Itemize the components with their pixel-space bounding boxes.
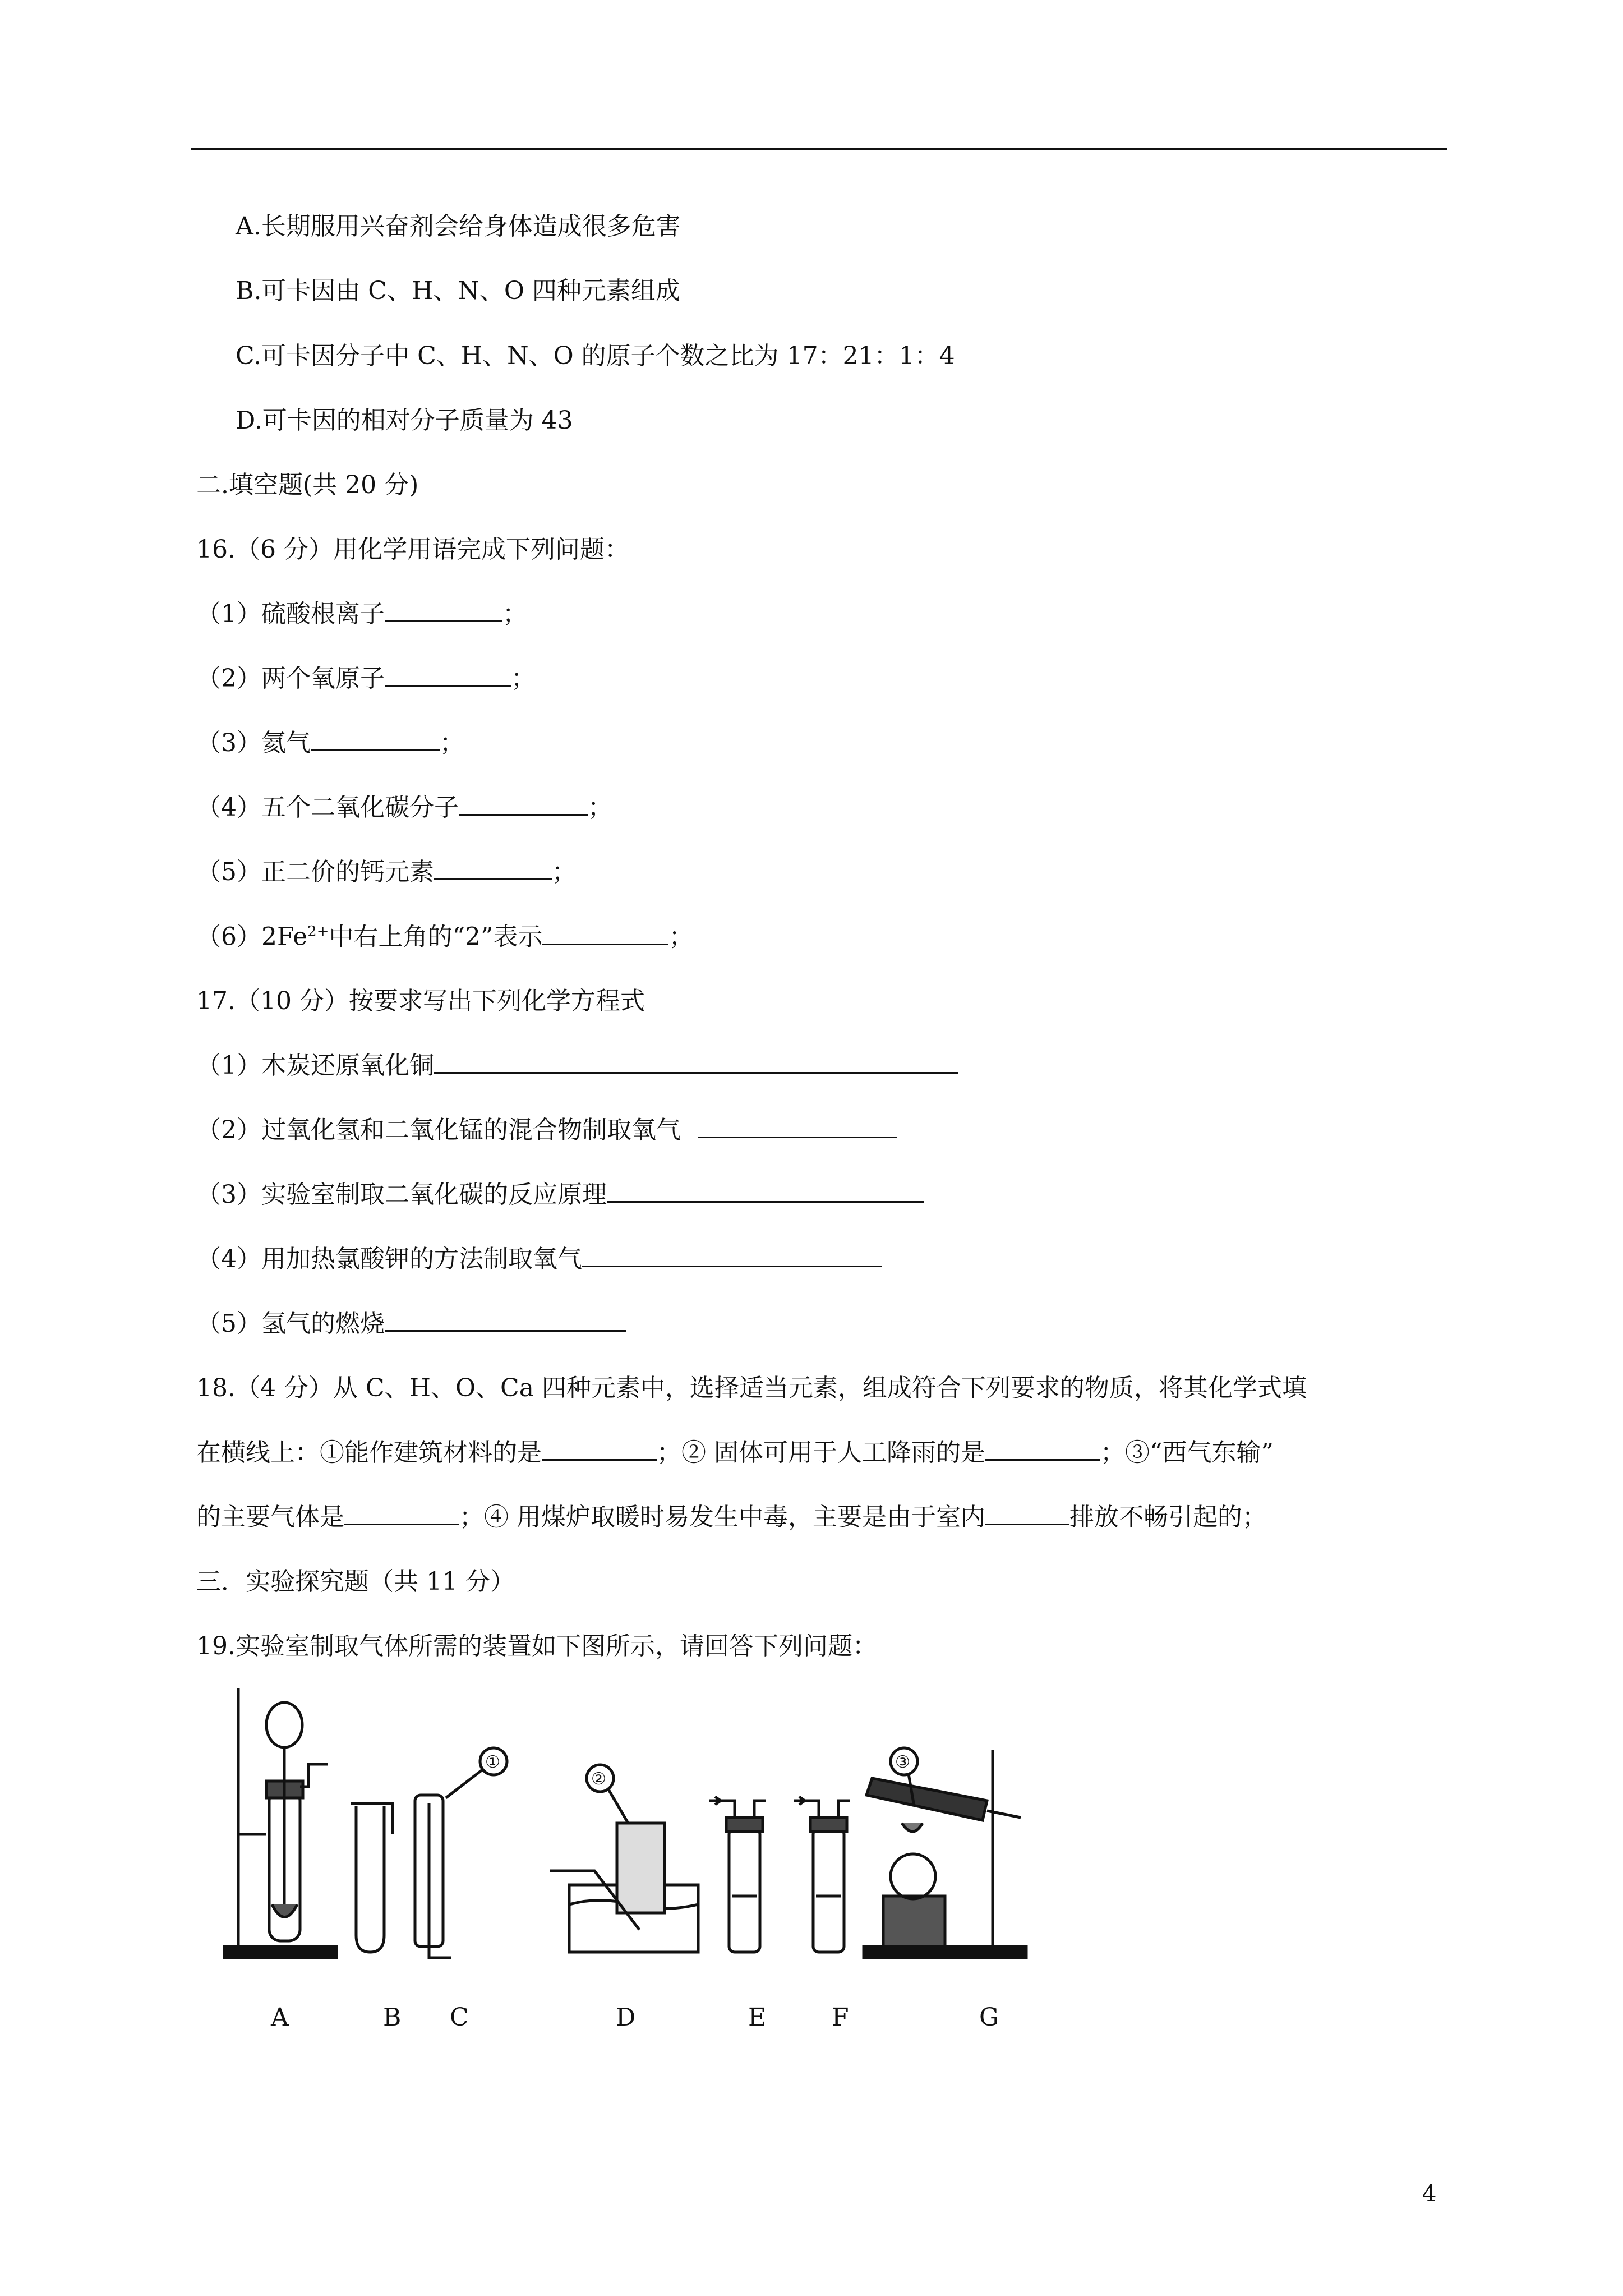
lab-apparatus-figure xyxy=(213,1683,1133,2042)
answer-blank[interactable] xyxy=(385,1329,626,1332)
q17-item-2 xyxy=(196,1118,897,1143)
q17-item-5 xyxy=(196,1309,626,1338)
q17-item-3 xyxy=(196,1182,924,1207)
q16-item-end: ； xyxy=(588,793,612,822)
answer-blank[interactable] xyxy=(385,620,502,622)
label-d: D xyxy=(616,2003,636,2032)
q17-item-text: （2）过氧化氢和二氧化锰的混合物制取氧气 xyxy=(196,1116,681,1144)
header-rule xyxy=(191,148,1447,150)
q17-item-text: （4）用加热氯酸钾的方法制取氧气 xyxy=(196,1245,582,1273)
q16-item-text: （5）正二价的钙元素 xyxy=(196,858,434,886)
section-experiment-heading: 三．实验探究题（共 11 分） xyxy=(196,1567,515,1596)
marker-2: ② xyxy=(591,1769,606,1789)
label-e: E xyxy=(748,2003,767,2032)
answer-blank[interactable] xyxy=(434,1071,958,1074)
apparatus-g xyxy=(864,1748,1026,1958)
apparatus-b xyxy=(351,1803,393,1952)
label-f: F xyxy=(832,2003,849,2032)
q16-item-1 xyxy=(196,602,527,627)
q16-item-end: ； xyxy=(668,922,694,951)
answer-blank[interactable] xyxy=(459,813,588,816)
answer-blank[interactable] xyxy=(542,1458,657,1461)
q16-item-3 xyxy=(196,731,464,756)
q16-item-text: （1）硫酸根离子 xyxy=(196,600,385,628)
option-a: A.长期服用兴奋剂会给身体造成很多危害 xyxy=(236,212,681,241)
apparatus-d xyxy=(550,1765,698,1952)
q17-stem: 17.（10 分）按要求写出下列化学方程式 xyxy=(196,987,645,1015)
q16-item-end: ； xyxy=(502,600,527,628)
q18-line-3 xyxy=(196,1505,1267,1530)
label-c: C xyxy=(450,2003,469,2032)
q16-item-6-suffix: 中右上角的“2”表示 xyxy=(329,922,543,951)
q16-item-text: （4）五个二氧化碳分子 xyxy=(196,793,459,822)
q18-text: ；② 固体可用于人工降雨的是 xyxy=(657,1438,985,1467)
option-b: B.可卡因由 C、H、N、O 四种元素组成 xyxy=(236,277,680,305)
q18-text: 的主要气体是 xyxy=(196,1503,344,1531)
apparatus-a xyxy=(224,1688,336,1958)
q16-item-6 xyxy=(196,924,693,950)
answer-blank[interactable] xyxy=(385,684,511,687)
answer-blank[interactable] xyxy=(985,1458,1100,1461)
answer-blank[interactable] xyxy=(607,1200,924,1203)
q19-stem: 19.实验室制取气体所需的装置如下图所示，请回答下列问题： xyxy=(196,1632,877,1660)
label-b: B xyxy=(383,2003,402,2032)
q18-text: ；③“西气东输” xyxy=(1100,1438,1274,1467)
q17-item-1 xyxy=(196,1053,958,1078)
apparatus-c xyxy=(415,1748,507,1958)
marker-1: ① xyxy=(485,1752,500,1772)
answer-blank[interactable] xyxy=(434,878,552,880)
q16-item-end: ； xyxy=(511,664,536,693)
q17-item-text: （3）实验室制取二氧化碳的反应原理 xyxy=(196,1180,607,1209)
answer-blank[interactable] xyxy=(311,749,440,751)
answer-blank[interactable] xyxy=(698,1136,897,1138)
q16-item-4 xyxy=(196,795,612,820)
option-d: D.可卡因的相对分子质量为 43 xyxy=(236,406,573,435)
label-a: A xyxy=(271,2003,289,2032)
q18-text: 排放不畅引起的； xyxy=(1069,1503,1267,1531)
q16-item-6-prefix: （6）2Fe xyxy=(196,922,308,951)
q16-item-5 xyxy=(196,860,577,885)
q18-text: ；④ 用煤炉取暖时易发生中毒，主要是由于室内 xyxy=(459,1503,985,1531)
section-fill-in-heading: 二.填空题(共 20 分) xyxy=(196,471,419,499)
q18-line-2 xyxy=(196,1438,1274,1467)
superscript-charge: 2+ xyxy=(307,923,329,940)
apparatus-f xyxy=(794,1797,850,1952)
answer-blank[interactable] xyxy=(985,1523,1069,1525)
q17-item-4 xyxy=(196,1247,882,1272)
q16-stem: 16.（6 分）用化学用语完成下列问题： xyxy=(196,535,629,564)
q18-text: 在横线上：①能作建筑材料的是 xyxy=(196,1438,542,1467)
answer-blank[interactable] xyxy=(582,1265,882,1267)
q16-item-text: （2）两个氧原子 xyxy=(196,664,385,693)
q16-item-2 xyxy=(196,666,536,691)
q17-item-text: （1）木炭还原氧化铜 xyxy=(196,1051,434,1080)
apparatus-e xyxy=(709,1797,766,1952)
option-c: C.可卡因分子中 C、H、N、O 的原子个数之比为 17：21：1：4 xyxy=(236,342,955,370)
q16-item-end: ； xyxy=(552,858,577,886)
answer-blank[interactable] xyxy=(344,1523,459,1525)
q17-item-text: （5）氢气的燃烧 xyxy=(196,1309,385,1338)
q18-line-1: 18.（4 分）从 C、H、O、Ca 四种元素中，选择适当元素，组成符合下列要求的物质，将其化学式填 xyxy=(196,1374,1307,1402)
page-number: 4 xyxy=(1422,2181,1437,2207)
label-g: G xyxy=(979,2003,999,2032)
answer-blank[interactable] xyxy=(542,943,668,945)
q16-item-end: ； xyxy=(440,729,464,757)
marker-3: ③ xyxy=(895,1752,910,1772)
q16-item-text: （3）氦气 xyxy=(196,729,311,757)
